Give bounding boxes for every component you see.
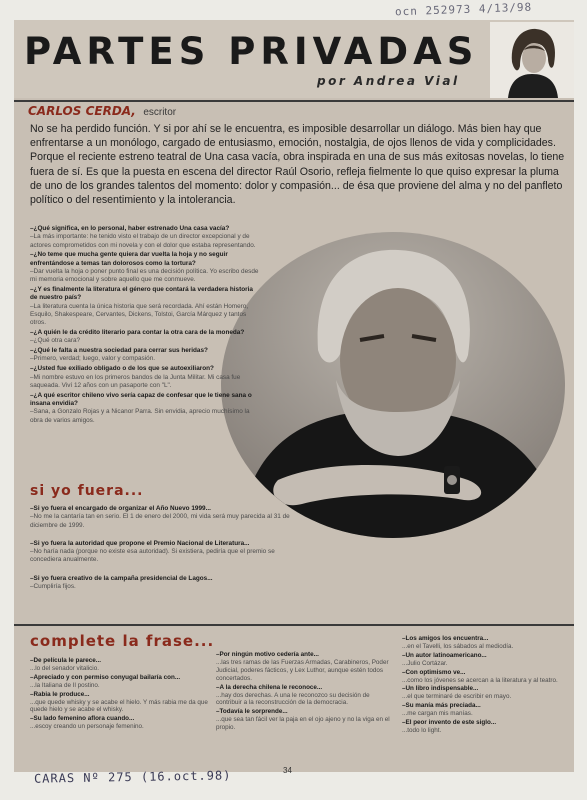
cf-answer: ...la Italiana de Il postino. (30, 681, 100, 689)
si-yo-fuera-title: si yo fuera... (30, 483, 144, 499)
qa-question: –¿Qué significa, en lo personal, haber estrenado Una casa vacía? (30, 225, 230, 232)
cf-answer: ...todo lo light. (402, 726, 442, 734)
author-byline: por Andrea Vial (317, 74, 460, 88)
cf-column-2 (216, 651, 394, 733)
syf-answer: –Cumpliría fijos. (30, 583, 76, 591)
intro-paragraph: No se ha perdido función. Y si por ahí se le encuentra, es imposible desarrollar un diálogo. Más bien hay que enfrentarse a un monólogo, cargado de entusiasmo, emoción, nostalgia, de ojos llenos de vida y complicidades. Porque el reciente estreno teatral de Una casa vacía, obra inspirada en una de sus más exitosas novelas, lo tiene fuera de sí. Es que la puesta en escena del director Raúl Osorio, refleja fielmente lo que quiso expresar la pluma de uno de los grandes talentos del momento: dolor y compasión... de ésa que proviene del alma y no del panfleto político o del resentimiento y la intolerancia. (30, 123, 565, 207)
cf-question: –Apreciado y con permiso conyugal bailaría con... (30, 673, 181, 681)
author-portrait (490, 22, 574, 98)
page-title: PARTES PRIVADAS (24, 30, 479, 73)
qa-item (30, 251, 260, 284)
syf-question: –Si yo fuera la autoridad que propone el Premio Nacional de Literatura... (30, 539, 250, 547)
qa-question: –¿A qué escritor chileno vivo sería capaz de confesar que le tiene sana o insana envidia? (30, 391, 252, 407)
cf-question: –Por ningún motivo cedería ante... (216, 651, 319, 658)
qa-answer: –Dar vuelta la hoja o poner punto final es una decisión política. Yo escribo desde mi memoria emocional y sobre aquello que me conmueve. (30, 267, 259, 284)
qa-item (30, 225, 260, 250)
qa-answer: –Mi nombre estuvo en los primeros bandos de la Junta Militar. Mi casa fue saqueada. Viví 12 años con un pasaporte con "L". (30, 373, 241, 389)
si-yo-fuera-section (30, 505, 298, 601)
complete-la-frase-title: complete la frase... (30, 632, 215, 650)
qa-answer: –Sana, a Gonzalo Rojas y a Nicanor Parra. Sin envidia, aprecio muchísimo la obra de varios amigos. (30, 408, 250, 424)
qa-question: –¿A quién le da crédito literario para contar la otra cara de la moneda? (30, 329, 245, 337)
syf-item (30, 505, 298, 530)
subject-line (28, 102, 176, 120)
qa-answer: –La más importante: he tenido visto el trabajo de un director excepcional y de actores comprometidos con mi novela y con el dolor que estaba representando. (30, 233, 256, 249)
subject-role: escritor (143, 107, 177, 118)
qa-item (30, 329, 260, 346)
cf-answer: ...que sea tan fácil ver la paja en el ojo ajeno y no la viga en el propio. (216, 716, 390, 732)
cf-answer: ...el que terminaré de escribir en mayo. (402, 693, 512, 701)
syf-answer: –No me la cantaría tan en serio. El 1 de enero del 2000, mi vida será muy parecida al 31 de diciembre de 1999. (30, 513, 290, 529)
cf-question: –Todavía le sorprende... (216, 708, 288, 716)
qa-question: –¿Usted fue exiliado obligado o de los que se autoexiliaron? (30, 365, 214, 373)
cf-answer: ...que quede whisky y se acabe el hielo. Y más rabia me da que quede hielo y se acabe el whisky. (30, 698, 208, 714)
syf-question: –Si yo fuera creativo de la campaña presidencial de Lagos... (30, 574, 213, 582)
cf-question: –Rabia le produce... (30, 690, 90, 698)
page-header (14, 20, 574, 98)
subject-name: CARLOS CERDA, (28, 104, 136, 118)
complete-la-frase-section (30, 635, 570, 755)
cf-question: –Su manía más preciada... (402, 702, 481, 710)
cf-question: –De película le parece... (30, 657, 102, 664)
syf-answer: –No haría nada (porque no existe esa autoridad). Si existiera, pediría que el premio se concediera anualmente. (30, 548, 275, 564)
subject-photo (218, 230, 568, 540)
cf-question: –Un autor latinoamericano... (402, 651, 487, 659)
syf-item (30, 575, 298, 592)
subject-photo-icon (218, 230, 568, 540)
syf-item (30, 540, 298, 565)
qa-answer: –¿Qué otra cara? (30, 337, 81, 345)
qa-question: –¿No teme que mucha gente quiera dar vuelta la hoja y no seguir enfrentándose a temas tan dolorosos como la tortura? (30, 251, 228, 267)
qa-question: –¿Qué le falta a nuestra sociedad para cerrar sus heridas? (30, 347, 208, 355)
cf-question: –Un libro indispensable... (402, 685, 479, 693)
cf-question: –Su lado femenino aflora cuando... (30, 715, 135, 723)
cf-answer: ...escoy creando un personaje femenino. (30, 723, 144, 731)
qa-item (30, 347, 260, 364)
page-number: 34 (283, 766, 292, 775)
qa-item (30, 365, 260, 390)
cf-answer: ...lo del senador vitalicio. (30, 664, 99, 672)
cf-question: –Los amigos los encuentra... (402, 635, 489, 642)
cf-answer: ...Julio Cortázar. (402, 659, 448, 667)
cf-question: –El peor invento de este siglo... (402, 719, 497, 727)
syf-question: –Si yo fuera el encargado de organizar el Año Nuevo 1999... (30, 505, 211, 512)
qa-question: –¿Y es finalmente la literatura el género que contará la verdadera historia de nuestro país? (30, 286, 253, 302)
qa-answer: –La literatura cuenta la única historia que será recordada. Ahí están Homero, Esquilo, Shakespeare, Cervantes, Dickens, Tolstoi, García Márquez y tantos otros. (30, 302, 249, 327)
qa-answer: –Primero, verdad; luego, valor y compasión. (30, 355, 156, 363)
magazine-page (14, 20, 574, 772)
scan-stamp: ocn 252973 4/13/98 (394, 0, 533, 19)
qa-item (30, 286, 260, 327)
author-portrait-icon (490, 22, 574, 98)
handwritten-annotation: CARAS Nº 275 (16.oct.98) (33, 768, 232, 786)
cf-column-1 (30, 657, 208, 732)
cf-answer: ...las tres ramas de las Fuerzas Armadas, Carabineros, Poder Judicial, poderes fácticos, y Lex Luthor, aunque estén todos concertados. (216, 658, 389, 682)
cf-answer: ...hay dos derechas. A una le reconozco su decisión de contribuir a la reconstrucción de la democracia. (216, 691, 370, 707)
cf-question: –A la derecha chilena le reconoce... (216, 683, 323, 691)
cf-answer: ...en el Tavelli, los sábados al mediodía. (402, 642, 514, 650)
cf-answer: ...como los jóvenes se acercan a la literatura y al teatro. (402, 676, 558, 684)
section-divider (14, 624, 574, 626)
cf-answer: ...me cargan mis manías. (402, 710, 473, 718)
qa-item (30, 392, 260, 425)
cf-column-3 (402, 635, 570, 736)
qa-section (30, 225, 260, 426)
cf-question: –Con optimismo ve... (402, 668, 466, 676)
